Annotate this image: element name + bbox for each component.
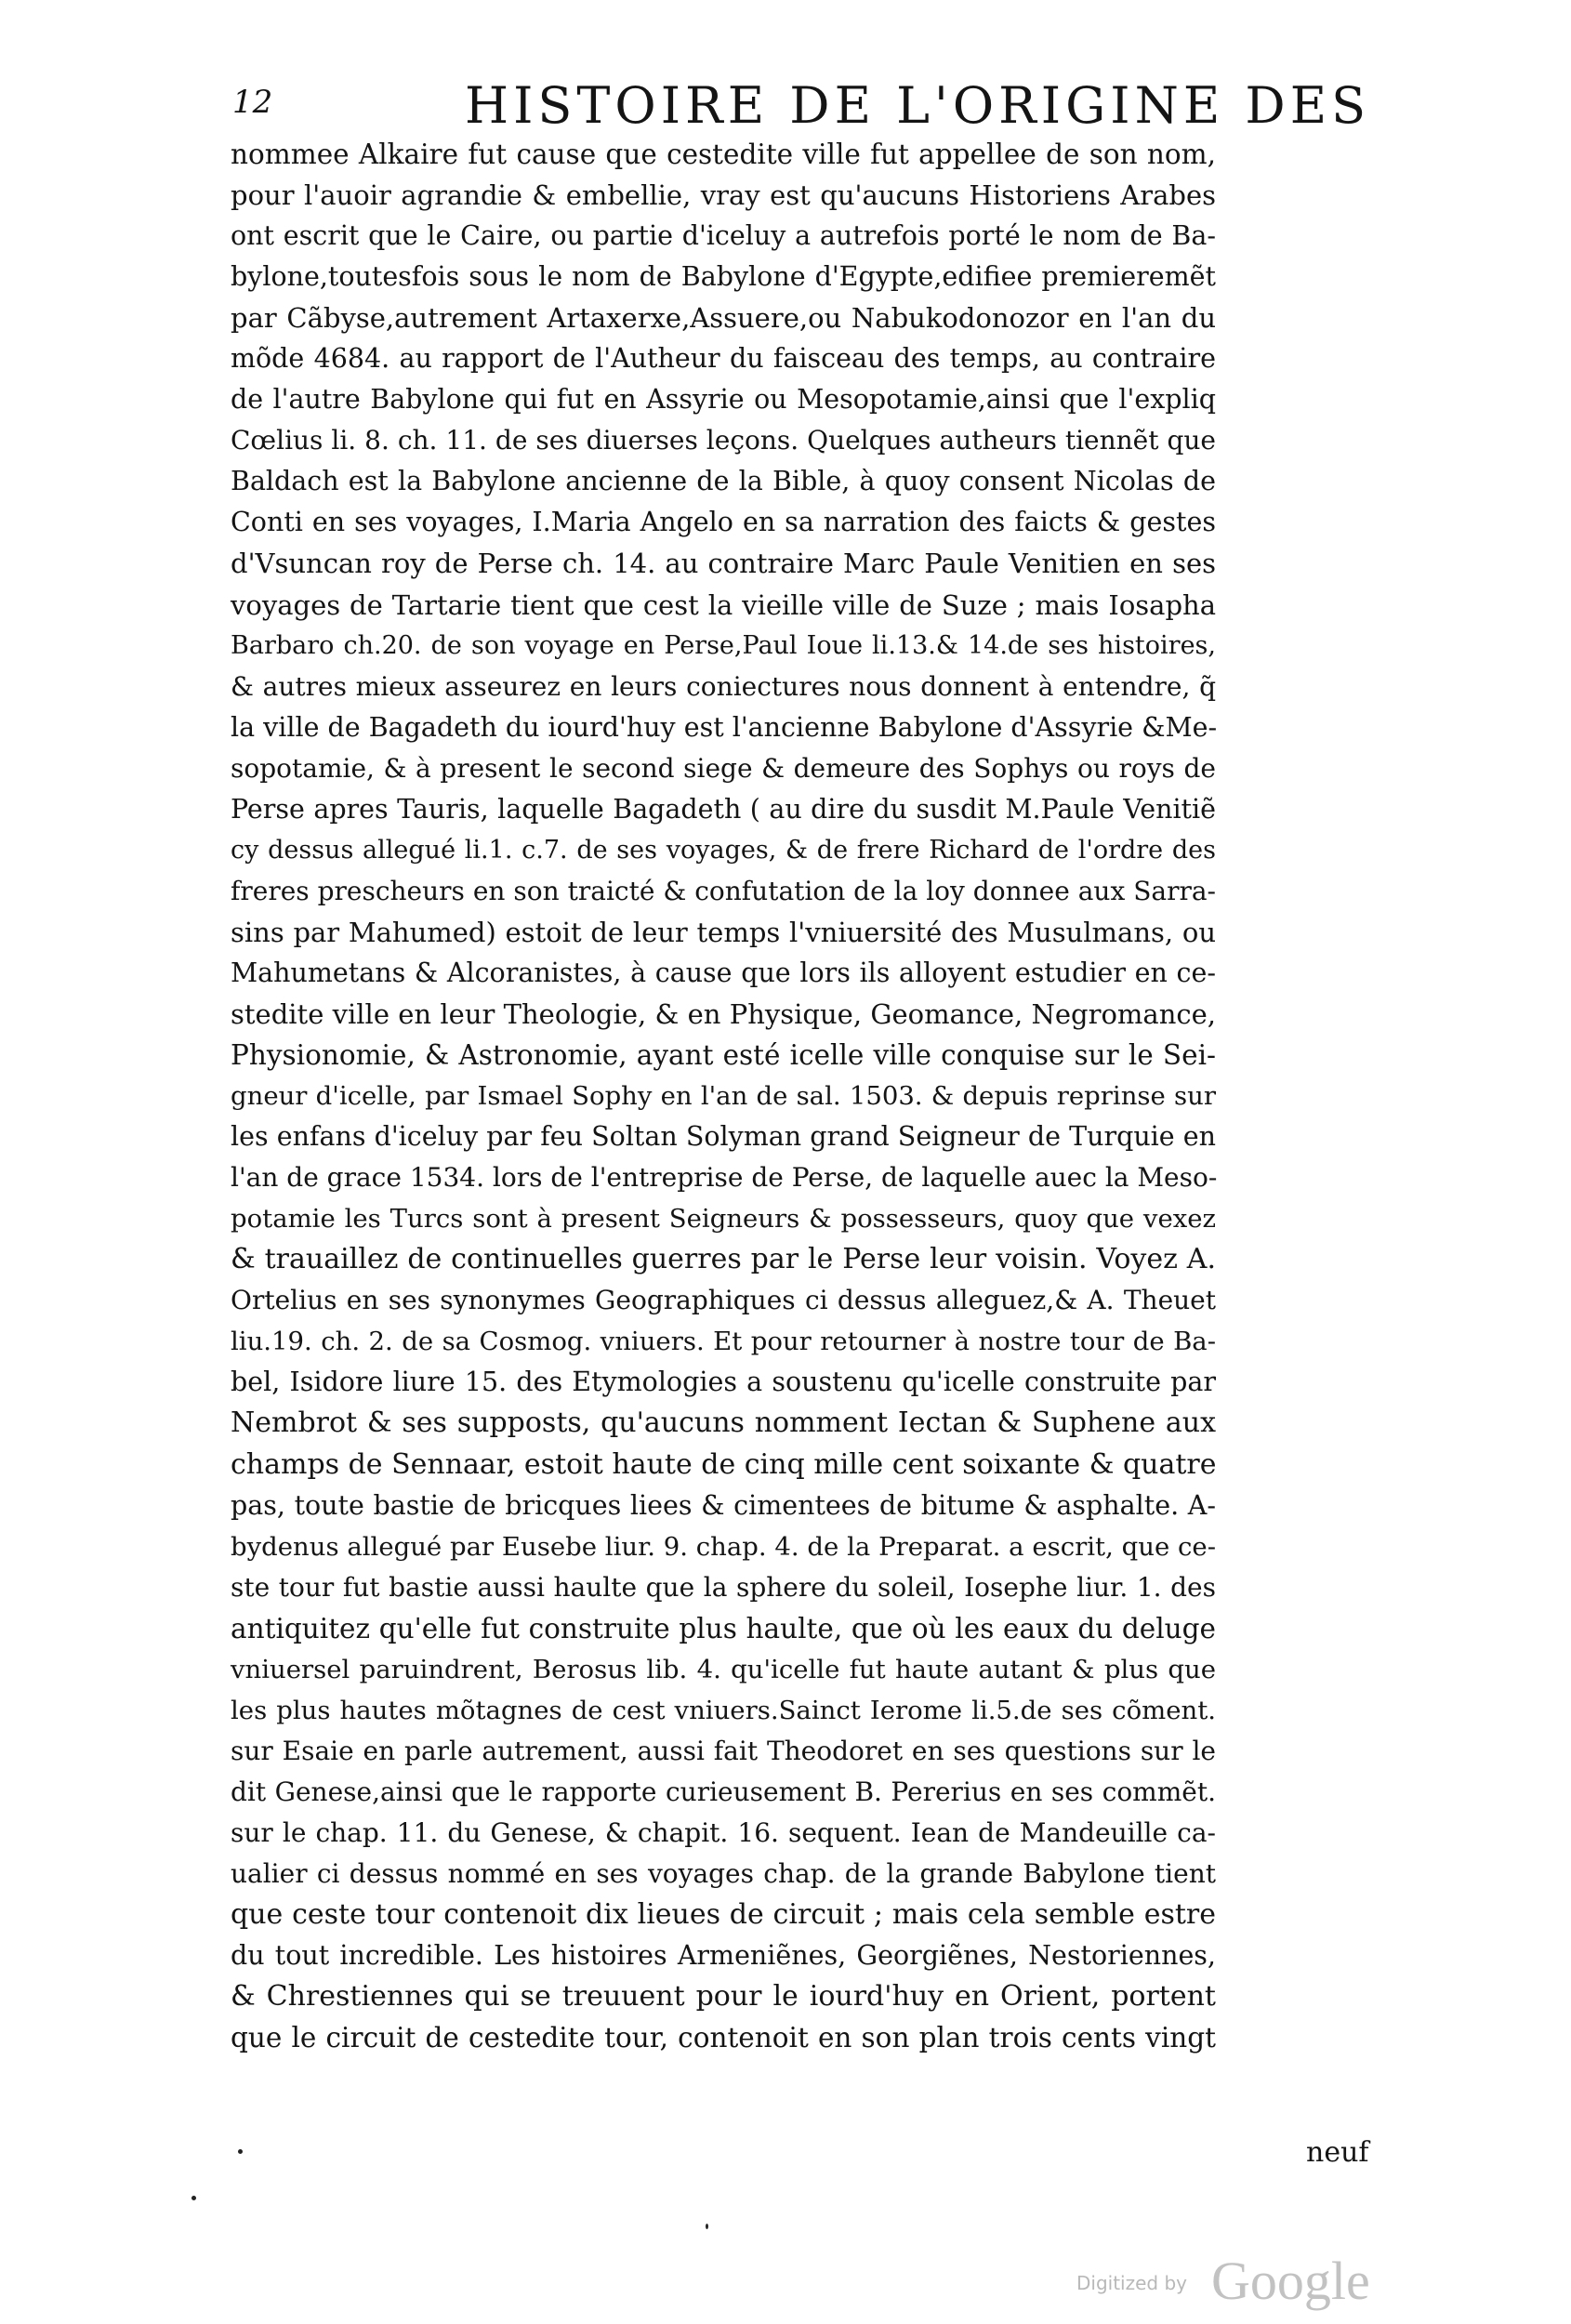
- text-line: sur Esaie en parle autrement, aussi fait Theodoret en ses questions sur le: [231, 1735, 1216, 1766]
- text-line: potamie les Turcs sont à present Seigneurs & possesseurs, quoy que vexez: [231, 1204, 1216, 1235]
- text-line: bydenus allegué par Eusebe liur. 9. chap. 4. de la Preparat. a escrit, que ce-: [231, 1531, 1216, 1562]
- text-line: les enfans d'iceluy par feu Soltan Solyman grand Seigneur de Turquie en: [231, 1121, 1216, 1153]
- text-line: gneur d'icelle, par Ismael Sophy en l'an de sal. 1503. & depuis reprinse sur: [231, 1081, 1216, 1112]
- text-line: ste tour fut bastie aussi haulte que la sphere du soleil, Iosephe liur. 1. des: [231, 1571, 1216, 1603]
- text-line: de l'autre Babylone qui fut en Assyrie ou Mesopotamie,ainsi que l'expliq: [231, 384, 1216, 416]
- ink-speck: [191, 2196, 196, 2200]
- text-line: Mahumetans & Alcoranistes, à cause que lors ils alloyent estudier en ce-: [231, 957, 1216, 988]
- text-line: sins par Mahumed) estoit de leur temps l'vniuersité des Musulmans, ou: [231, 916, 1216, 948]
- text-line: ualier ci dessus nommé en ses voyages chap. de la grande Babylone tient: [231, 1857, 1216, 1889]
- running-title: HISTOIRE DE L'ORIGINE DES: [465, 76, 1371, 135]
- text-line: voyages de Tartarie tient que cest la vieille ville de Suze ; mais Iosapha: [231, 588, 1216, 621]
- text-line: nommee Alkaire fut cause que cestedite ville fut appellee de son nom,: [231, 139, 1216, 170]
- text-line: Nembrot & ses supposts, qu'aucuns nomment Iectan & Suphene aux: [231, 1406, 1216, 1440]
- text-line: mõde 4684. au rapport de l'Autheur du faisceau des temps, au contraire: [231, 343, 1216, 375]
- text-line: Conti en ses voyages, I.Maria Angelo en sa narration des faicts & gestes: [231, 507, 1216, 538]
- text-line: que ceste tour contenoit dix lieues de circuit ; mais cela semble estre: [231, 1898, 1216, 1932]
- text-line: champs de Sennaar, estoit haute de cinq mille cent soixante & quatre: [231, 1447, 1217, 1481]
- text-line: & autres mieux asseurez en leurs coniectures nous donnent à entendre, q̃: [231, 670, 1216, 702]
- text-line: cy dessus allegué li.1. c.7. de ses voyages, & de frere Richard de l'ordre des: [231, 835, 1216, 865]
- text-line: dit Genese,ainsi que le rapporte curieusement B. Pererius en ses commẽt.: [231, 1776, 1216, 1807]
- text-line: pour l'auoir agrandie & embellie, vray est qu'aucuns Historiens Arabes: [231, 179, 1216, 212]
- text-line: freres prescheurs en son traicté & confutation de la loy donnee aux Sarra-: [231, 875, 1216, 906]
- text-line: les plus hautes mõtagnes de cest vniuers.Sainct Ierome li.5.de ses cõment.: [231, 1695, 1216, 1725]
- body-text: [231, 134, 1216, 2058]
- watermark-prefix: Digitized by: [1076, 2272, 1187, 2294]
- text-line: bylone,toutesfois sous le nom de Babylone d'Egypte,edifiee premieremẽt: [231, 261, 1216, 293]
- watermark-brand: Google: [1211, 2251, 1370, 2311]
- text-line: stedite ville en leur Theologie, & en Physique, Geomance, Negromance,: [231, 997, 1216, 1030]
- text-line: sopotamie, & à present le second siege & demeure des Sophys ou roys de: [231, 752, 1216, 784]
- text-line: par Cãbyse,autrement Artaxerxe,Assuere,ou Nabukodonozor en l'an du: [231, 302, 1216, 335]
- catchword: neuf: [1306, 2136, 1369, 2169]
- text-line: l'an de grace 1534. lors de l'entreprise de Perse, de laquelle auec la Meso-: [231, 1162, 1218, 1194]
- page-number: 12: [232, 84, 273, 121]
- text-line: & Chrestiennes qui se treuuent pour le iourd'huy en Orient, portent: [231, 1980, 1216, 2014]
- text-line: la ville de Bagadeth du iourd'huy est l'ancienne Babylone d'Assyrie &Me-: [231, 711, 1218, 743]
- text-line: vniuersel paruindrent, Berosus lib. 4. qu'icelle fut haute autant & plus que: [231, 1654, 1216, 1684]
- text-line: pas, toute bastie de bricques liees & cimentees de bitume & asphalte. A-: [231, 1489, 1216, 1521]
- text-line: ont escrit que le Caire, ou partie d'iceluy a autrefois porté le nom de Ba-: [231, 220, 1216, 252]
- text-line: bel, Isidore liure 15. des Etymologies a soustenu qu'icelle construite par: [231, 1367, 1216, 1398]
- text-line: que le circuit de cestedite tour, contenoit en son plan trois cents vingt: [231, 2022, 1216, 2054]
- text-line: Perse apres Tauris, laquelle Bagadeth ( au dire du susdit M.Paule Venitiẽ: [231, 793, 1216, 825]
- text-line: antiquitez qu'elle fut construite plus haulte, que où les eaux du deluge: [231, 1612, 1216, 1644]
- text-line: du tout incredible. Les histoires Armeniẽnes, Georgiẽnes, Nestoriennes,: [231, 1940, 1216, 1972]
- text-line: Cœlius li. 8. ch. 11. de ses diuerses leçons. Quelques autheurs tiennẽt que: [231, 425, 1216, 456]
- ink-speck: [706, 2224, 708, 2229]
- text-line: liu.19. ch. 2. de sa Cosmog. vniuers. Et pour retourner à nostre tour de Ba-: [231, 1327, 1216, 1357]
- digitization-watermark: [1076, 2250, 1411, 2311]
- text-line: Ortelius en ses synonymes Geographiques ci dessus alleguez,& A. Theuet: [231, 1285, 1216, 1316]
- ink-speck: [238, 2149, 243, 2154]
- text-line: & trauaillez de continuelles guerres par le Perse leur voisin. Voyez A.: [231, 1243, 1216, 1276]
- text-line: Baldach est la Babylone ancienne de la Bible, à quoy consent Nicolas de: [231, 466, 1216, 497]
- text-line: sur le chap. 11. du Genese, & chapit. 16. sequent. Iean de Mandeuille ca-: [231, 1816, 1216, 1848]
- text-line: Barbaro ch.20. de son voyage en Perse,Paul Ioue li.13.& 14.de ses histoires,: [231, 630, 1216, 660]
- text-line: Physionomie, & Astronomie, ayant esté icelle ville conquise sur le Sei-: [231, 1039, 1216, 1072]
- text-line: d'Vsuncan roy de Perse ch. 14. au contraire Marc Paule Venitien en ses: [231, 548, 1216, 580]
